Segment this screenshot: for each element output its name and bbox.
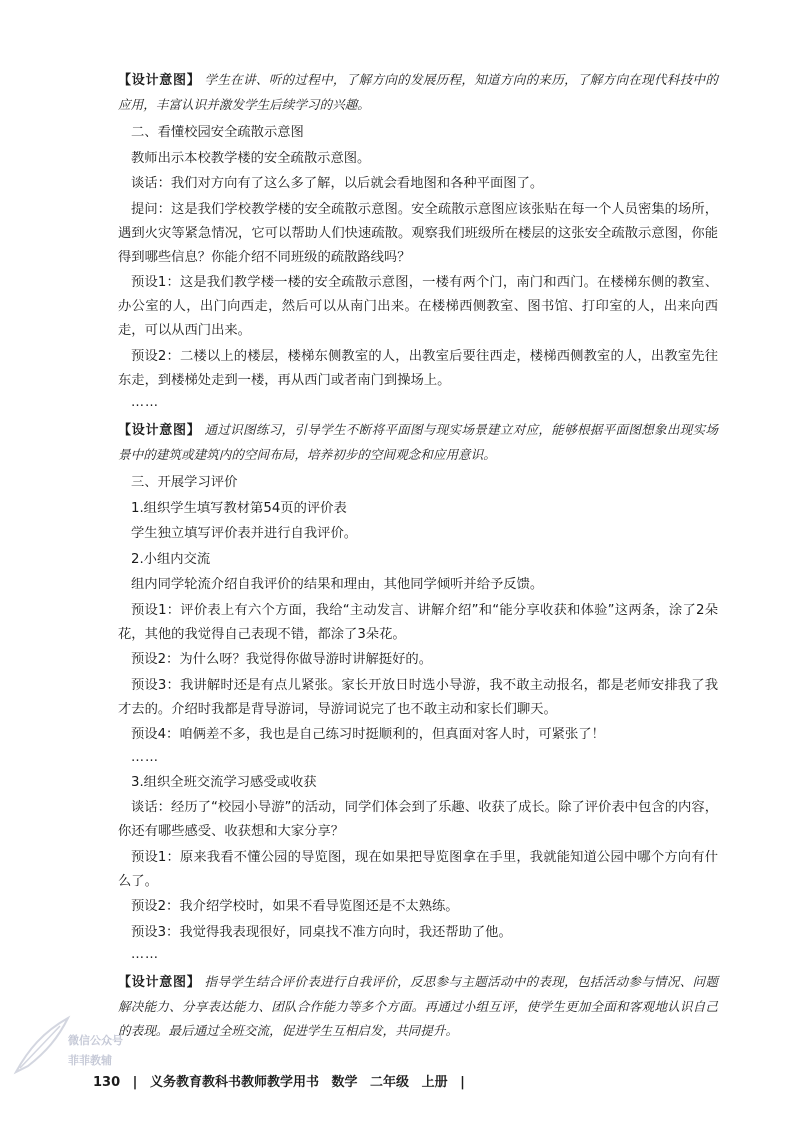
paragraph: 学生独立填写评价表并进行自我评价。 — [131, 526, 358, 541]
design-intent-text: 指导学生结合评价表进行自我评价，反思参与主题活动中的表现，包括活动参与情况、问题解决能力、分享表达能力、团队合作能力等多个方面。再通过小组互评，使学生更加全面和客观地认识自己的表现。最后通过全班交流，促进学生互相启发，共同提升。 — [118, 974, 718, 1038]
section-heading: 3.组织全班交流学习感受或收获 — [131, 774, 317, 790]
book-title: 义务教育教科书教师教学用书 — [149, 1075, 319, 1090]
design-intent-tag: 【设计意图】 — [118, 423, 201, 438]
ellipsis: …… — [131, 947, 159, 962]
section-heading: 三、开展学习评价 — [131, 475, 238, 490]
page-body — [118, 62, 718, 1047]
grade: 二年级 — [370, 1075, 410, 1090]
paragraph: 预设2：我介绍学校时，如果不看导览图还是不太熟练。 — [131, 899, 459, 914]
paragraph: 教师出示本校教学楼的安全疏散示意图。 — [131, 150, 371, 166]
design-intent-block — [118, 970, 718, 1043]
section-heading: 2.小组内交流 — [131, 551, 211, 567]
paragraph: 谈话：经历了“校园小导游”的活动，同学们体会到了乐趣、收获了成长。除了评价表中包含的内容，你还有哪些感受、收获想和大家分享？ — [118, 800, 718, 839]
footer-separator-end: | — [460, 1075, 465, 1090]
watermark-line-2: 菲菲教辅 — [68, 1054, 112, 1067]
paragraph: 预设1：评价表上有六个方面，我给“主动发言、讲解介绍”和“能分享收获和体验”这两条，涂了2朵花，其他的我觉得自己表现不错，都涂了3朵花。 — [118, 602, 718, 642]
paragraph: 预设4：咱俩差不多，我也是自己练习时挺顺利的，但真面对客人时，可紧张了！ — [131, 727, 605, 742]
section-heading: 二、看懂校园安全疏散示意图 — [131, 125, 304, 140]
paragraph: 预设1：原来我看不懂公园的导览图，现在如果把导览图拿在手里，我就能知道公园中哪个方向有什么了。 — [118, 849, 718, 889]
watermark-feather-icon — [8, 1010, 78, 1080]
watermark — [8, 1010, 128, 1080]
design-intent-tag: 【设计意图】 — [118, 73, 201, 88]
footer-separator: | — [132, 1075, 138, 1090]
paragraph: 预设2：为什么呀？我觉得你做导游时讲解挺好的。 — [131, 652, 432, 667]
paragraph: 提问：这是我们学校教学楼的安全疏散示意图。安全疏散示意图应该张贴在每一个人员密集的场所，遇到火灾等紧急情况，它可以帮助人们快速疏散。观察我们班级所在楼层的这张安全疏散示意图，你能得到哪些信息？你能介绍不同班级的疏散路线吗？ — [118, 201, 718, 265]
ellipsis: …… — [131, 395, 159, 410]
volume: 上册 — [421, 1075, 448, 1090]
design-intent-block — [118, 418, 718, 467]
paragraph: 组内同学轮流介绍自我评价的结果和理由，其他同学倾听并给予反馈。 — [131, 577, 544, 592]
ellipsis: …… — [131, 749, 159, 765]
paragraph: 谈话：我们对方向有了这么多了解，以后就会看地图和各种平面图了。 — [131, 176, 544, 191]
paragraph: 预设2：二楼以上的楼层，楼梯东侧教室的人，出教室后要往西走，楼梯西侧教室的人，出教室先往东走，到楼梯处走到一楼，再从西门或者南门到操场上。 — [118, 348, 718, 388]
paragraph: 预设1：这是我们教学楼一楼的安全疏散示意图，一楼有两个门，南门和西门。在楼梯东侧的教室、办公室的人，出门向西走，然后可以从南门出来。在楼梯西侧教室、图书馆、打印室的人，出来向西走，可以从西门出来。 — [118, 275, 718, 338]
watermark-line-1: 微信公众号 — [68, 1034, 123, 1047]
paragraph: 预设3：我觉得我表现很好，同桌找不准方向时，我还帮助了他。 — [131, 924, 512, 940]
design-intent-tag: 【设计意图】 — [118, 975, 201, 990]
subject: 数学 — [331, 1075, 358, 1090]
page-number: 130 — [93, 1075, 121, 1090]
paragraph: 预设3：我讲解时还是有点儿紧张。家长开放日时选小导游，我不敢主动报名，都是老师安排我了我才去的。介绍时我都是背导游词，导游词说完了也不敢主动和家长们聊天。 — [118, 677, 718, 717]
page-footer — [93, 1071, 473, 1090]
design-intent-text: 通过识图练习，引导学生不断将平面图与现实场景建立对应，能够根据平面图想象出现实场景中的建筑或建筑内的空间布局，培养初步的空间观念和应用意识。 — [118, 422, 718, 462]
section-heading: 1.组织学生填写教材第54页的评价表 — [131, 500, 347, 516]
design-intent-block — [118, 68, 718, 117]
design-intent-text: 学生在讲、听的过程中，了解方向的发展历程，知道方向的来历，了解方向在现代科技中的应用，丰富认识并激发学生后续学习的兴趣。 — [118, 72, 718, 112]
